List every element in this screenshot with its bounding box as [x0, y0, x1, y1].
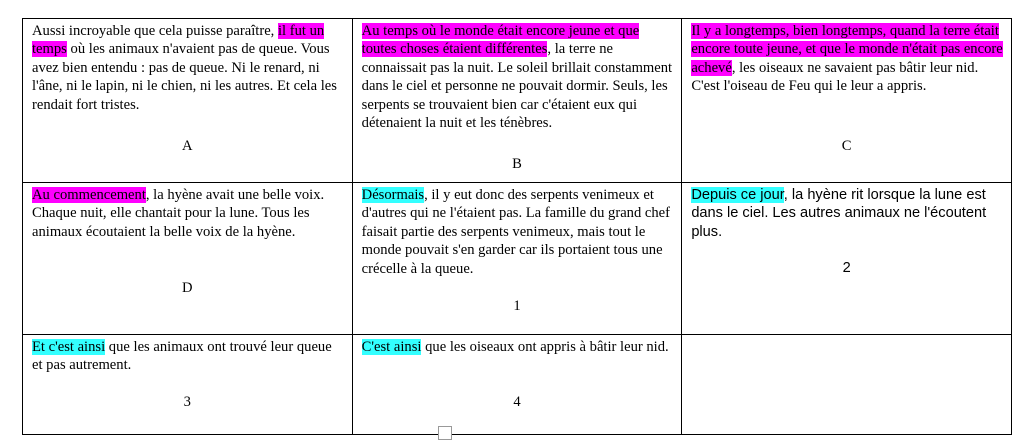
cell-text: où les animaux n'avaient pas de queue. Vous avez bien entendu : pas de queue. Ni le renard, ni l'âne, ni le lapin, ni le chien, ni les autres. Et cela les rendait fort tristes. — [32, 41, 337, 113]
table-row — [23, 19, 1012, 183]
cell-3[interactable] — [23, 335, 353, 435]
highlight-cyan: Depuis ce jour — [691, 187, 784, 203]
cell-label: D — [182, 280, 193, 296]
cell-empty[interactable] — [682, 335, 1012, 435]
cell-text: que les animaux ont trouvé leur queue et pas autrement. — [32, 339, 332, 374]
table-row — [23, 183, 1012, 335]
cell-text: Chaque nuit, elle chantait pour la lune. Tous les animaux écoutaient la belle voix de la hyène. — [32, 205, 310, 240]
cell-text: , la hyène rit lorsque la lune est dans le ciel. Les autres animaux ne l'écoutent plus. — [691, 187, 987, 240]
table-row — [23, 335, 1012, 435]
cell-text: , les oiseaux ne savaient pas bâtir leur nid. C'est l'oiseau de Feu qui le leur a appris. — [691, 59, 979, 95]
highlight-cyan: C'est ainsi — [361, 339, 422, 355]
cell-4[interactable] — [352, 335, 682, 435]
cell-text: , il y eut donc des serpents venimeux et d'autres qui ne l'étaient pas. La famille du grand chef faisait partie des serpents venimeux, mais tout le monde pouvait s'en garder car ils portaient tous une crécelle à la queue. — [361, 187, 671, 277]
cell-label: 2 — [842, 260, 851, 276]
cell-d[interactable] — [23, 183, 353, 335]
table-anchor-icon — [438, 426, 452, 440]
cell-1[interactable] — [352, 183, 682, 335]
story-table — [22, 18, 1012, 435]
cell-label: 3 — [183, 394, 191, 410]
cell-a[interactable] — [23, 19, 353, 183]
cell-text: Aussi incroyable que cela puisse paraître, — [32, 23, 278, 39]
highlight-magenta: Il y a longtemps, bien longtemps, quand la terre était encore toute jeune, et que le monde n'était pas encore achevé — [691, 23, 1003, 76]
cell-label: B — [512, 156, 522, 172]
cell-label: C — [841, 138, 852, 154]
cell-label: A — [182, 138, 193, 154]
highlight-magenta: Au commencement — [32, 187, 146, 203]
cell-label: 4 — [513, 394, 521, 410]
highlight-magenta: il fut un temps — [32, 23, 325, 58]
cell-c[interactable] — [682, 19, 1012, 183]
cell-2[interactable] — [682, 183, 1012, 335]
cell-text: que les oiseaux ont appris à bâtir leur nid. — [421, 339, 669, 355]
cell-b[interactable] — [352, 19, 682, 183]
cell-text: , la terre ne connaissait pas la nuit. Le soleil brillait constamment dans le ciel et personne ne pouvait dormir. Seuls, les serpents se trouvaient bien car c'étaient eux qui détenaient la nuit et les ténèbres. — [361, 41, 673, 132]
cell-label: 1 — [513, 298, 521, 314]
highlight-cyan: Et c'est ainsi — [32, 339, 106, 355]
highlight-cyan: Désormais — [361, 187, 425, 203]
cell-text: , la hyène avait une belle voix. — [145, 187, 325, 203]
highlight-magenta: Au temps où le monde était encore jeune et que toutes choses étaient différentes — [361, 23, 640, 58]
